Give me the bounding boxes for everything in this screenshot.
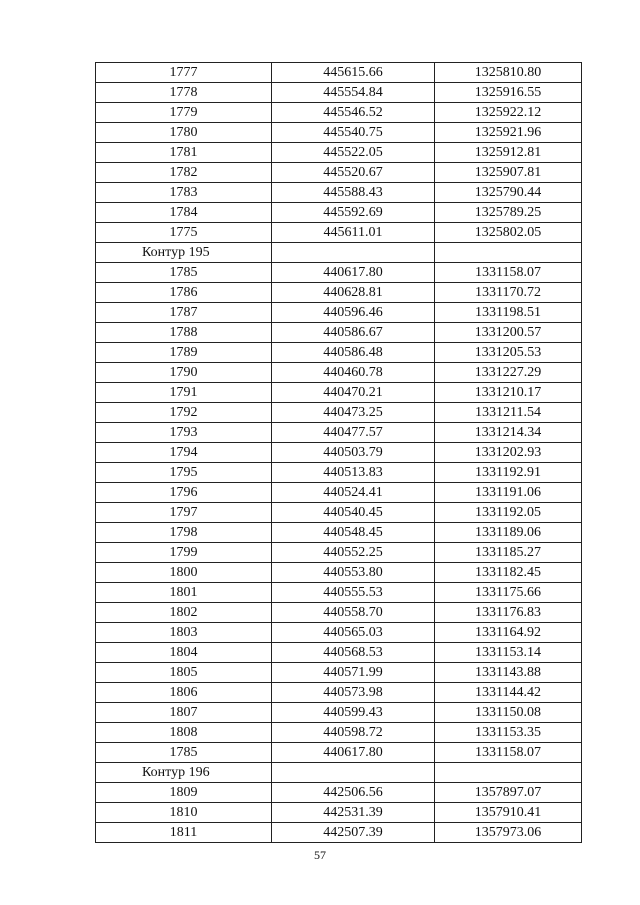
table-row [96, 323, 582, 343]
table-row [96, 583, 582, 603]
x-coordinate-cell: 440599.43 [272, 703, 435, 723]
empty-cell [435, 763, 582, 783]
point-number-cell: 1807 [96, 703, 272, 723]
x-coordinate-cell: 440573.98 [272, 683, 435, 703]
table-row [96, 683, 582, 703]
x-coordinate-cell: 440460.78 [272, 363, 435, 383]
y-coordinate-cell: 1331198.51 [435, 303, 582, 323]
table-row [96, 483, 582, 503]
table-row [96, 163, 582, 183]
y-coordinate-cell: 1331175.66 [435, 583, 582, 603]
x-coordinate-cell: 445588.43 [272, 183, 435, 203]
x-coordinate-cell: 440558.70 [272, 603, 435, 623]
x-coordinate-cell: 442531.39 [272, 803, 435, 823]
x-coordinate-cell: 440555.53 [272, 583, 435, 603]
x-coordinate-cell: 440553.80 [272, 563, 435, 583]
point-number-cell: 1784 [96, 203, 272, 223]
x-coordinate-cell: 440548.45 [272, 523, 435, 543]
table-row [96, 183, 582, 203]
y-coordinate-cell: 1325810.80 [435, 63, 582, 83]
y-coordinate-cell: 1331170.72 [435, 283, 582, 303]
section-header-row [96, 243, 582, 263]
point-number-cell: 1800 [96, 563, 272, 583]
x-coordinate-cell: 445540.75 [272, 123, 435, 143]
x-coordinate-cell: 440596.46 [272, 303, 435, 323]
empty-cell [272, 763, 435, 783]
point-number-cell: 1799 [96, 543, 272, 563]
x-coordinate-cell: 440540.45 [272, 503, 435, 523]
x-coordinate-cell: 440598.72 [272, 723, 435, 743]
table-row [96, 403, 582, 423]
point-number-cell: 1779 [96, 103, 272, 123]
point-number-cell: 1802 [96, 603, 272, 623]
x-coordinate-cell: 440503.79 [272, 443, 435, 463]
x-coordinate-cell: 440470.21 [272, 383, 435, 403]
y-coordinate-cell: 1357973.06 [435, 823, 582, 843]
y-coordinate-cell: 1325907.81 [435, 163, 582, 183]
point-number-cell: 1808 [96, 723, 272, 743]
table-row [96, 703, 582, 723]
empty-cell [272, 243, 435, 263]
y-coordinate-cell: 1331205.53 [435, 343, 582, 363]
point-number-cell: 1775 [96, 223, 272, 243]
table-row [96, 603, 582, 623]
y-coordinate-cell: 1331158.07 [435, 743, 582, 763]
x-coordinate-cell: 440571.99 [272, 663, 435, 683]
point-number-cell: 1804 [96, 643, 272, 663]
y-coordinate-cell: 1331143.88 [435, 663, 582, 683]
y-coordinate-cell: 1331144.42 [435, 683, 582, 703]
table-row [96, 263, 582, 283]
table-row [96, 803, 582, 823]
x-coordinate-cell: 440586.67 [272, 323, 435, 343]
y-coordinate-cell: 1325790.44 [435, 183, 582, 203]
point-number-cell: 1780 [96, 123, 272, 143]
point-number-cell: 1781 [96, 143, 272, 163]
y-coordinate-cell: 1325921.96 [435, 123, 582, 143]
table-row [96, 643, 582, 663]
point-number-cell: 1791 [96, 383, 272, 403]
y-coordinate-cell: 1331158.07 [435, 263, 582, 283]
empty-cell [435, 243, 582, 263]
table-row [96, 743, 582, 763]
y-coordinate-cell: 1331150.08 [435, 703, 582, 723]
x-coordinate-cell: 440568.53 [272, 643, 435, 663]
x-coordinate-cell: 445520.67 [272, 163, 435, 183]
point-number-cell: 1795 [96, 463, 272, 483]
point-number-cell: 1810 [96, 803, 272, 823]
point-number-cell: 1811 [96, 823, 272, 843]
y-coordinate-cell: 1331176.83 [435, 603, 582, 623]
coordinates-table [95, 62, 582, 843]
point-number-cell: 1805 [96, 663, 272, 683]
coordinates-table-body [96, 63, 582, 843]
y-coordinate-cell: 1325922.12 [435, 103, 582, 123]
y-coordinate-cell: 1331189.06 [435, 523, 582, 543]
table-row [96, 203, 582, 223]
y-coordinate-cell: 1331214.34 [435, 423, 582, 443]
point-number-cell: 1797 [96, 503, 272, 523]
table-row [96, 463, 582, 483]
x-coordinate-cell: 442507.39 [272, 823, 435, 843]
table-row [96, 123, 582, 143]
table-row [96, 363, 582, 383]
table-row [96, 823, 582, 843]
point-number-cell: 1787 [96, 303, 272, 323]
point-number-cell: 1794 [96, 443, 272, 463]
table-row [96, 503, 582, 523]
section-title: Контур 196 [96, 763, 272, 783]
section-title: Контур 195 [96, 243, 272, 263]
point-number-cell: 1796 [96, 483, 272, 503]
y-coordinate-cell: 1331192.05 [435, 503, 582, 523]
x-coordinate-cell: 445546.52 [272, 103, 435, 123]
y-coordinate-cell: 1331200.57 [435, 323, 582, 343]
y-coordinate-cell: 1331202.93 [435, 443, 582, 463]
point-number-cell: 1793 [96, 423, 272, 443]
y-coordinate-cell: 1331192.91 [435, 463, 582, 483]
point-number-cell: 1801 [96, 583, 272, 603]
point-number-cell: 1798 [96, 523, 272, 543]
y-coordinate-cell: 1331211.54 [435, 403, 582, 423]
y-coordinate-cell: 1331153.14 [435, 643, 582, 663]
table-row [96, 223, 582, 243]
point-number-cell: 1790 [96, 363, 272, 383]
y-coordinate-cell: 1331191.06 [435, 483, 582, 503]
table-row [96, 83, 582, 103]
y-coordinate-cell: 1331164.92 [435, 623, 582, 643]
y-coordinate-cell: 1325789.25 [435, 203, 582, 223]
table-row [96, 143, 582, 163]
x-coordinate-cell: 440628.81 [272, 283, 435, 303]
point-number-cell: 1809 [96, 783, 272, 803]
point-number-cell: 1783 [96, 183, 272, 203]
table-row [96, 303, 582, 323]
point-number-cell: 1777 [96, 63, 272, 83]
table-row [96, 623, 582, 643]
x-coordinate-cell: 445611.01 [272, 223, 435, 243]
y-coordinate-cell: 1325802.05 [435, 223, 582, 243]
x-coordinate-cell: 440552.25 [272, 543, 435, 563]
y-coordinate-cell: 1331182.45 [435, 563, 582, 583]
x-coordinate-cell: 442506.56 [272, 783, 435, 803]
table-row [96, 723, 582, 743]
table-row [96, 563, 582, 583]
x-coordinate-cell: 440617.80 [272, 263, 435, 283]
x-coordinate-cell: 440586.48 [272, 343, 435, 363]
table-row [96, 423, 582, 443]
y-coordinate-cell: 1331227.29 [435, 363, 582, 383]
x-coordinate-cell: 445592.69 [272, 203, 435, 223]
x-coordinate-cell: 440473.25 [272, 403, 435, 423]
y-coordinate-cell: 1357910.41 [435, 803, 582, 823]
table-row [96, 523, 582, 543]
point-number-cell: 1785 [96, 743, 272, 763]
table-row [96, 663, 582, 683]
point-number-cell: 1803 [96, 623, 272, 643]
y-coordinate-cell: 1331153.35 [435, 723, 582, 743]
point-number-cell: 1806 [96, 683, 272, 703]
x-coordinate-cell: 440617.80 [272, 743, 435, 763]
x-coordinate-cell: 440477.57 [272, 423, 435, 443]
point-number-cell: 1788 [96, 323, 272, 343]
y-coordinate-cell: 1325916.55 [435, 83, 582, 103]
y-coordinate-cell: 1331210.17 [435, 383, 582, 403]
x-coordinate-cell: 440513.83 [272, 463, 435, 483]
table-row [96, 783, 582, 803]
point-number-cell: 1778 [96, 83, 272, 103]
x-coordinate-cell: 445554.84 [272, 83, 435, 103]
section-header-row [96, 763, 582, 783]
x-coordinate-cell: 440524.41 [272, 483, 435, 503]
point-number-cell: 1786 [96, 283, 272, 303]
table-row [96, 343, 582, 363]
point-number-cell: 1782 [96, 163, 272, 183]
x-coordinate-cell: 445615.66 [272, 63, 435, 83]
y-coordinate-cell: 1357897.07 [435, 783, 582, 803]
table-row [96, 103, 582, 123]
page-number: 57 [314, 848, 326, 862]
point-number-cell: 1785 [96, 263, 272, 283]
table-row [96, 443, 582, 463]
point-number-cell: 1789 [96, 343, 272, 363]
table-row [96, 383, 582, 403]
table-row [96, 63, 582, 83]
y-coordinate-cell: 1325912.81 [435, 143, 582, 163]
table-row [96, 543, 582, 563]
point-number-cell: 1792 [96, 403, 272, 423]
x-coordinate-cell: 440565.03 [272, 623, 435, 643]
y-coordinate-cell: 1331185.27 [435, 543, 582, 563]
table-row [96, 283, 582, 303]
x-coordinate-cell: 445522.05 [272, 143, 435, 163]
